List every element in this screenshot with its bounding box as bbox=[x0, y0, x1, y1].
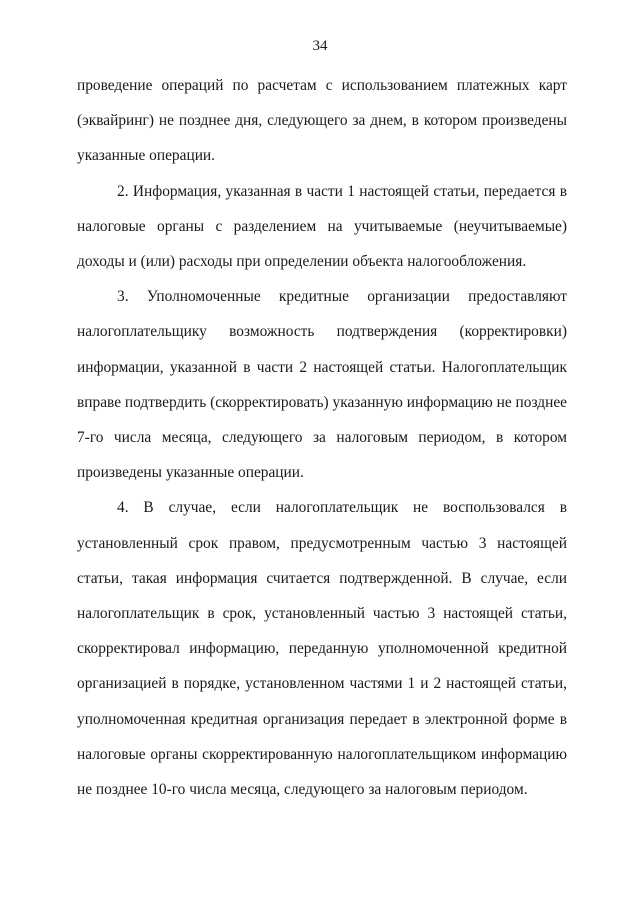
document-body bbox=[77, 68, 567, 807]
paragraph-continuation: проведение операций по расчетам с использованием платежных карт (эквайринг) не позднее дня, следующего за днем, в котором произведены указанные операции. bbox=[77, 77, 567, 165]
paragraph-4: 4. В случае, если налогоплательщик не воспользовался в установленный срок правом, предусмотренным частью 3 настоящей статьи, такая информация считается подтвержденной. В случае, если налогоплательщик в срок, установленный частью 3 настоящей статьи, скорректировал информацию, переданную уполномоченной кредитной организацией в порядке, установленном частями 1 и 2 настоящей статьи, уполномоченная кредитная организация передает в электронной форме в налоговые органы скорректированную налогоплательщиком информацию не позднее 10-го числа месяца, следующего за налоговым периодом. bbox=[77, 499, 567, 799]
paragraph-3: 3. Уполномоченные кредитные организации предоставляют налогоплательщику возможность подтверждения (корректировки) информации, указанной в части 2 настоящей статьи. Налогоплательщик вправе подтвердить (скорректировать) указанную информацию не позднее 7-го числа месяца, следующего за налоговым периодом, в котором произведены указанные операции. bbox=[77, 288, 567, 482]
paragraph-2: 2. Информация, указанная в части 1 настоящей статьи, передается в налоговые органы с разделением на учитываемые (неучитываемые) доходы и (или) расходы при определении объекта налогообложения. bbox=[77, 182, 567, 271]
page-number: 34 bbox=[312, 38, 328, 54]
